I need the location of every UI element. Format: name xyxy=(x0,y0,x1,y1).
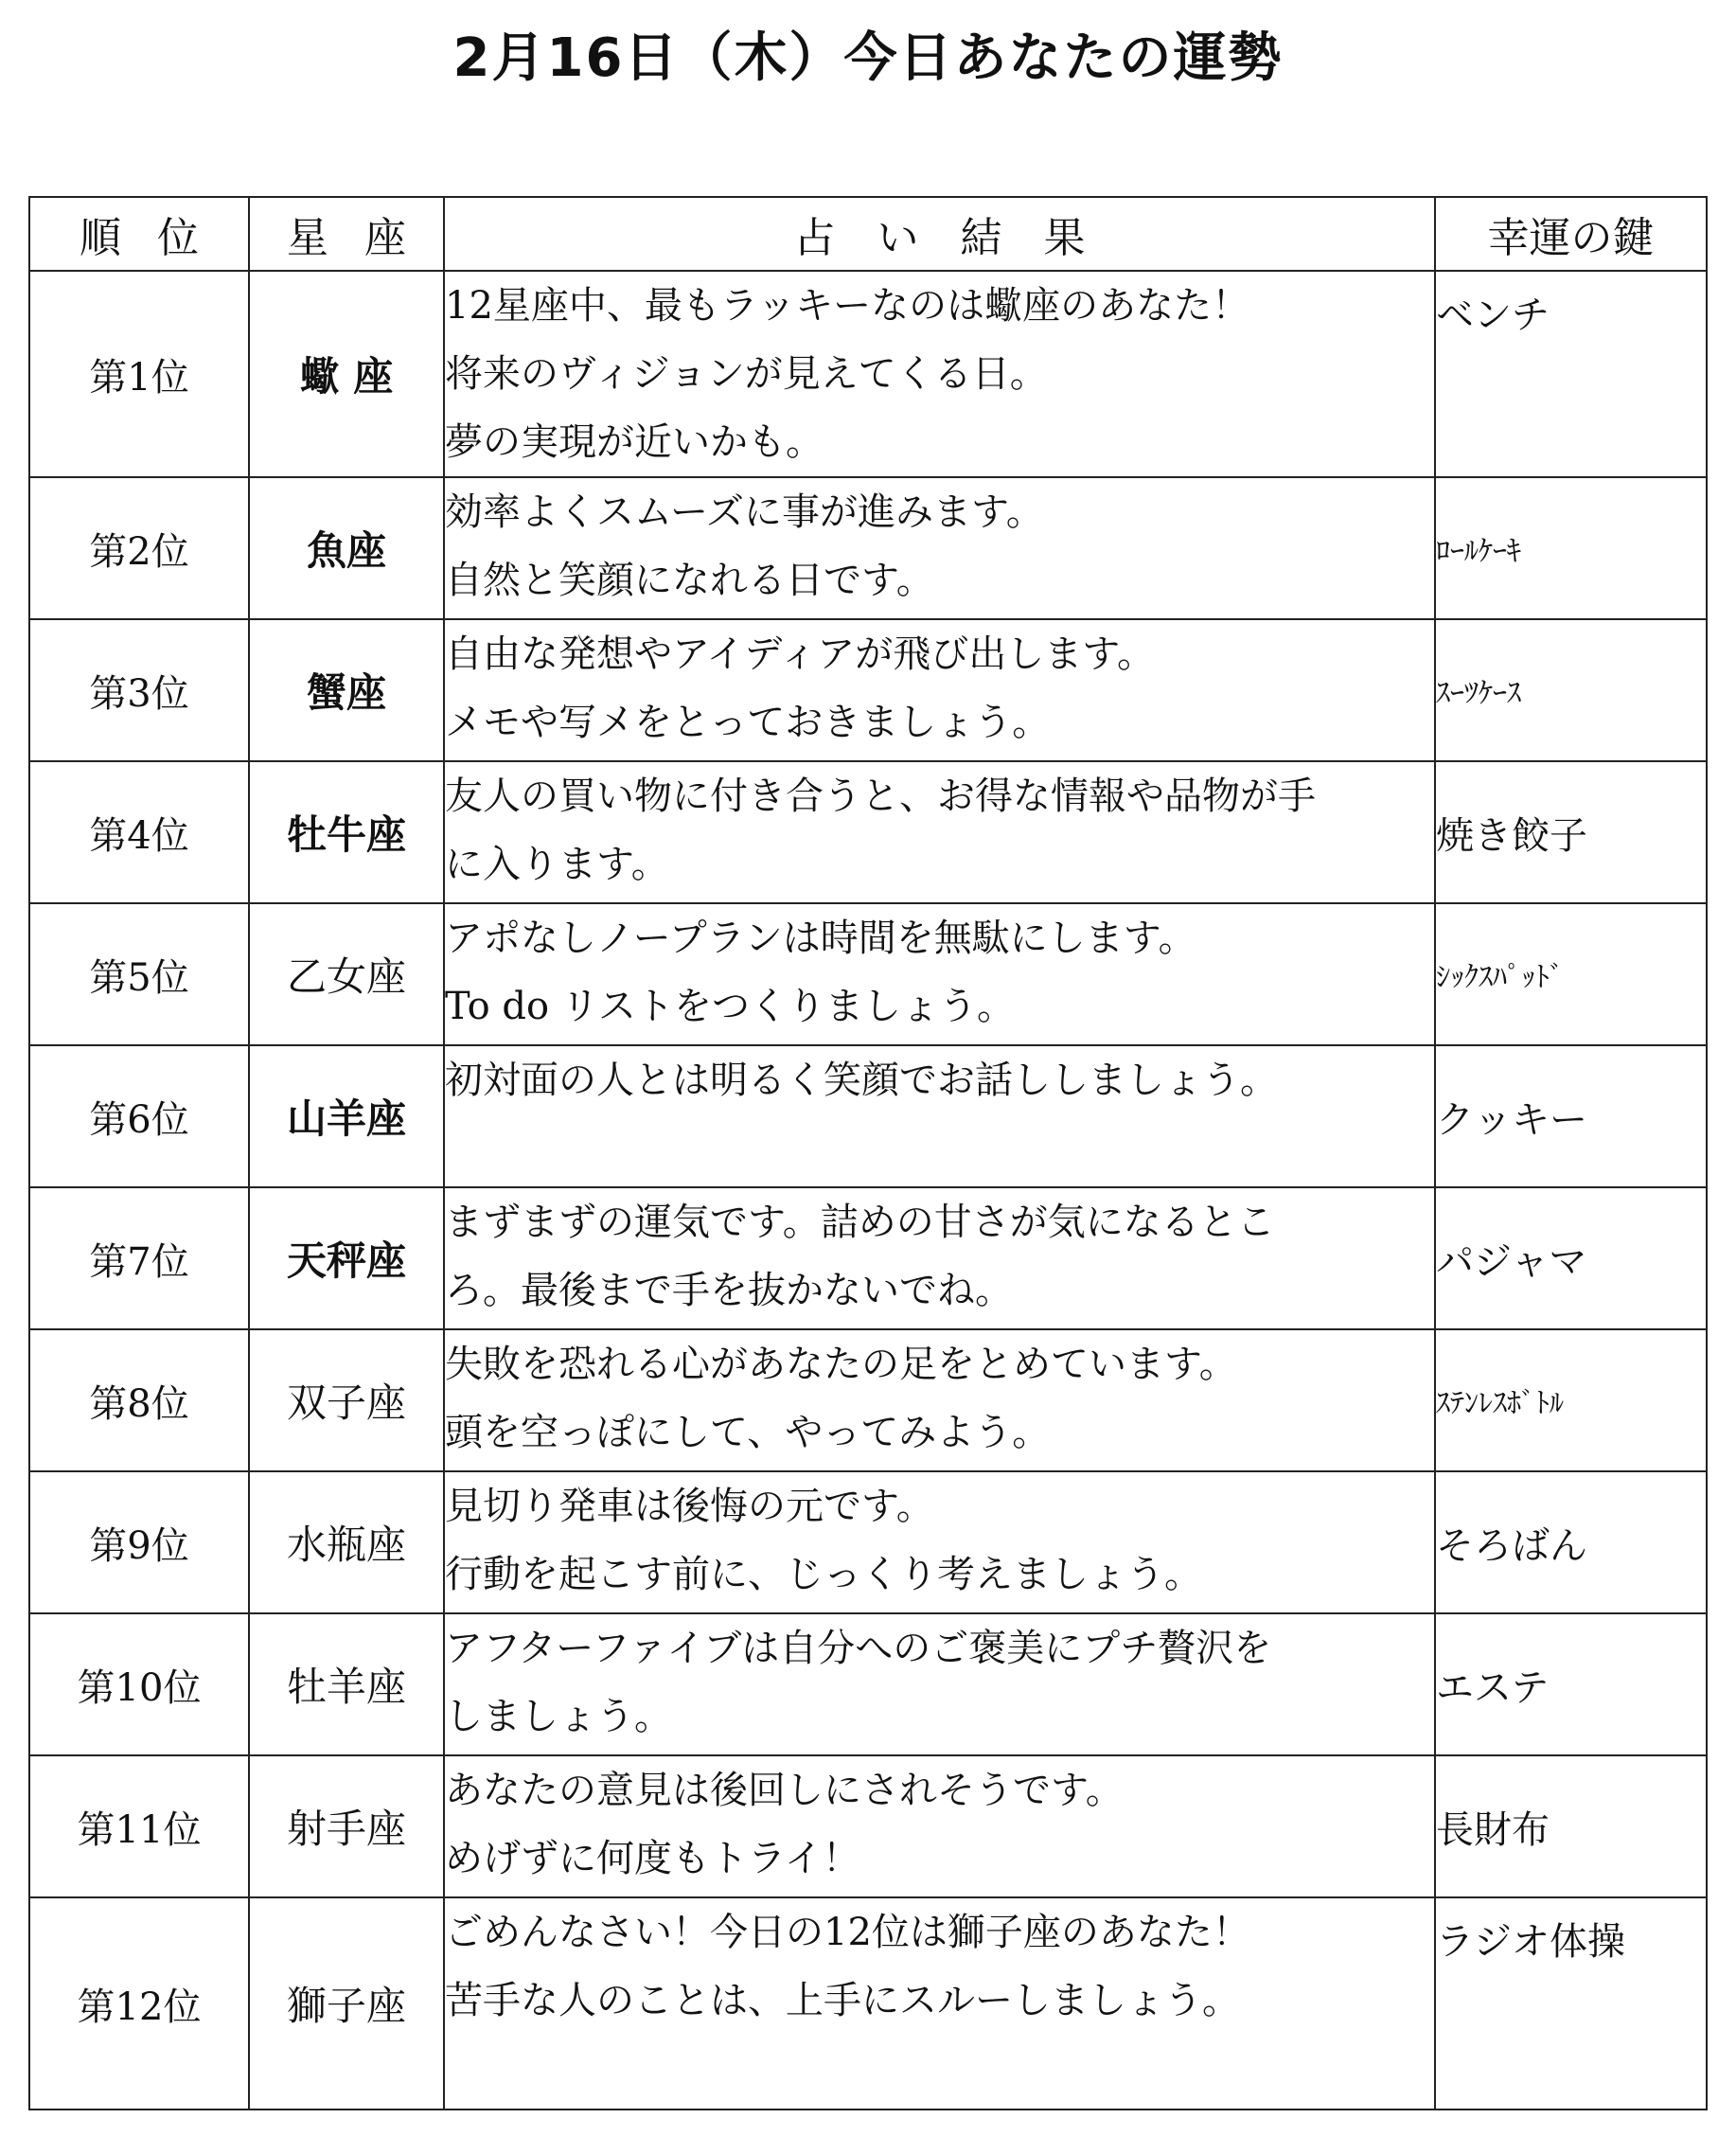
rank-cell: 第7位 xyxy=(29,1187,249,1329)
result-line: 失敗を恐れる心があなたの足をとめています。 xyxy=(445,1343,1237,1386)
result-line: に入ります。 xyxy=(445,843,669,886)
rank-cell: 第6位 xyxy=(29,1045,249,1187)
result-line: 自然と笑顔になれる日です。 xyxy=(445,559,934,602)
lucky-key-cell xyxy=(1435,477,1707,619)
lucky-key-cell xyxy=(1435,619,1707,761)
lucky-key-cell: そろばん xyxy=(1435,1471,1707,1613)
result-line: 友人の買い物に付き合うと、お得な情報や品物が手 xyxy=(445,774,1316,818)
lucky-key-text: ﾛｰﾙｹｰｷ xyxy=(1436,535,1521,568)
lucky-key-cell: パジャマ xyxy=(1435,1187,1707,1329)
page-title: 2月16日（木）今日あなたの運勢 xyxy=(452,27,1284,89)
sign-cell: 牡羊座 xyxy=(249,1613,444,1755)
result-cell xyxy=(444,1613,1435,1755)
rank-cell: 第10位 xyxy=(29,1613,249,1755)
sign-cell: 射手座 xyxy=(249,1755,444,1897)
result-line: あなたの意見は後回しにされそうです。 xyxy=(445,1769,1124,1812)
sign-cell: 蠍 座 xyxy=(249,271,444,477)
sign-cell: 双子座 xyxy=(249,1329,444,1471)
result-cell xyxy=(444,1045,1435,1187)
result-cell xyxy=(444,1329,1435,1471)
result-line: ごめんなさい！今日の12位は獅子座のあなた！ xyxy=(445,1911,1250,1954)
result-line: 見切り発車は後悔の元です。 xyxy=(445,1485,934,1528)
result-cell xyxy=(444,619,1435,761)
table-row xyxy=(29,1329,1707,1471)
rank-cell: 第11位 xyxy=(29,1755,249,1897)
table-row xyxy=(29,619,1707,761)
result-line: 自由な発想やアイディアが飛び出します。 xyxy=(445,632,1155,676)
lucky-key-cell: クッキー xyxy=(1435,1045,1707,1187)
rank-cell: 第5位 xyxy=(29,903,249,1045)
lucky-key-text: ｽﾃﾝﾚｽﾎﾞﾄﾙ xyxy=(1436,1387,1564,1420)
result-cell xyxy=(444,271,1435,477)
result-line: 夢の実現が近いかも。 xyxy=(445,420,824,464)
rank-cell: 第1位 xyxy=(29,271,249,477)
rank-cell: 第9位 xyxy=(29,1471,249,1613)
result-line: 行動を起こす前に、じっくり考えましょう。 xyxy=(445,1553,1202,1596)
result-line: しましょう。 xyxy=(445,1695,672,1738)
table-row xyxy=(29,477,1707,619)
table-row xyxy=(29,1471,1707,1613)
rank-cell: 第3位 xyxy=(29,619,249,761)
table-row xyxy=(29,1755,1707,1897)
lucky-key-cell: ベンチ xyxy=(1435,271,1707,477)
lucky-key-text: ｽｰﾂｹｰｽ xyxy=(1436,677,1521,710)
result-cell xyxy=(444,761,1435,903)
header-sign: 星座 xyxy=(249,197,444,271)
result-line: 将来のヴィジョンが見えてくる日。 xyxy=(445,352,1048,396)
rank-cell: 第8位 xyxy=(29,1329,249,1471)
lucky-key-cell xyxy=(1435,1329,1707,1471)
rank-cell: 第4位 xyxy=(29,761,249,903)
rank-cell: 第12位 xyxy=(29,1897,249,2109)
sign-cell: 天秤座 xyxy=(249,1187,444,1329)
table-row xyxy=(29,1897,1707,2109)
table-row xyxy=(29,761,1707,903)
sign-cell: 牡牛座 xyxy=(249,761,444,903)
result-line: 12星座中、最もラッキーなのは蠍座のあなた！ xyxy=(445,284,1250,328)
result-line: 苦手な人のことは、上手にスルーしましょう。 xyxy=(445,1979,1240,2022)
result-line: 初対面の人とは明るく笑顔でお話ししましょう。 xyxy=(445,1059,1278,1102)
rank-cell: 第2位 xyxy=(29,477,249,619)
table-row xyxy=(29,1613,1707,1755)
table-header-row xyxy=(29,197,1707,271)
sign-cell: 山羊座 xyxy=(249,1045,444,1187)
lucky-key-cell: エステ xyxy=(1435,1613,1707,1755)
sign-cell: 蟹座 xyxy=(249,619,444,761)
result-cell xyxy=(444,1471,1435,1613)
lucky-key-cell: 焼き餃子 xyxy=(1435,761,1707,903)
result-cell xyxy=(444,903,1435,1045)
lucky-key-text: ｼｯｸｽﾊﾟｯﾄﾞ xyxy=(1436,961,1564,994)
result-line: 効率よくスムーズに事が進みます。 xyxy=(445,490,1044,534)
lucky-key-cell xyxy=(1435,903,1707,1045)
table-row xyxy=(29,271,1707,477)
result-cell xyxy=(444,1187,1435,1329)
result-line: ろ。最後まで手を抜かないでね。 xyxy=(445,1269,1013,1312)
sign-cell: 乙女座 xyxy=(249,903,444,1045)
header-lucky-key: 幸運の鍵 xyxy=(1435,197,1707,271)
header-result: 占い結果 xyxy=(444,197,1435,271)
lucky-key-cell: 長財布 xyxy=(1435,1755,1707,1897)
result-cell xyxy=(444,477,1435,619)
fortune-table xyxy=(28,196,1708,2110)
result-cell xyxy=(444,1897,1435,2109)
result-line: アフターファイブは自分へのご褒美にプチ贅沢を xyxy=(445,1627,1272,1670)
header-rank: 順位 xyxy=(29,197,249,271)
result-line: アポなしノープランは時間を無駄にします。 xyxy=(445,917,1196,960)
result-line: メモや写メをとっておきましょう。 xyxy=(445,701,1051,744)
table-row xyxy=(29,903,1707,1045)
table-row xyxy=(29,1187,1707,1329)
result-cell xyxy=(444,1755,1435,1897)
result-line: まずまずの運気です。詰めの甘さが気になるとこ xyxy=(445,1201,1275,1244)
result-line: To do リストをつくりましょう。 xyxy=(445,985,1015,1028)
sign-cell: 獅子座 xyxy=(249,1897,444,2109)
lucky-key-cell: ラジオ体操 xyxy=(1435,1897,1707,2109)
sign-cell: 魚座 xyxy=(249,477,444,619)
result-line: めげずに何度もトライ！ xyxy=(445,1837,860,1880)
table-row xyxy=(29,1045,1707,1187)
result-line: 頭を空っぽにして、やってみよう。 xyxy=(445,1411,1051,1454)
sign-cell: 水瓶座 xyxy=(249,1471,444,1613)
